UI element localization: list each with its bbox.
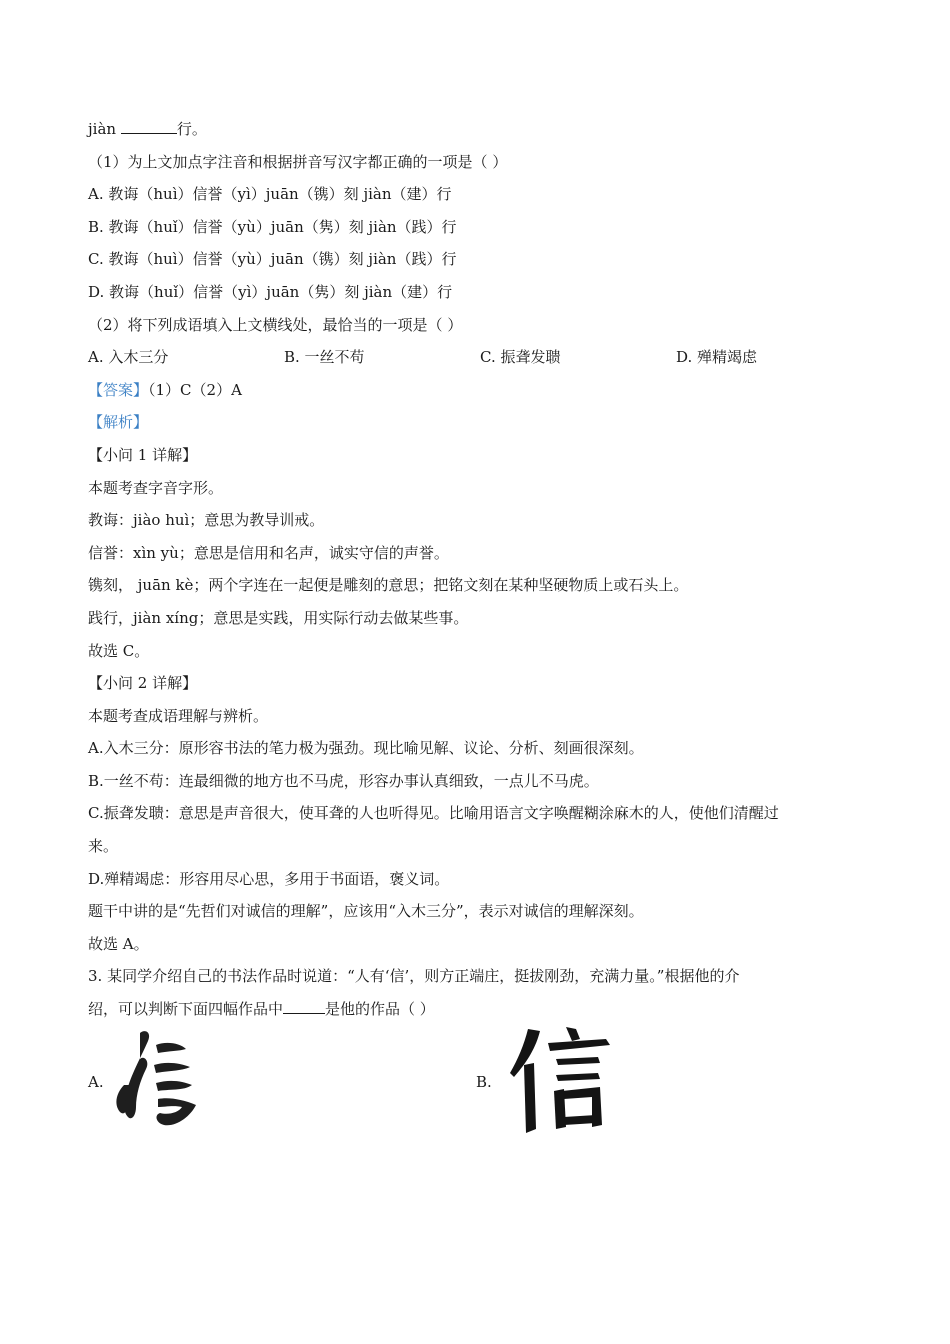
- q1-option-a: A. 教诲（huì）信誉（yì）juān（镌）刻 jiàn（建）行: [88, 185, 452, 204]
- sub2-paragraph: 题干中讲的是“先哲们对诚信的理解”，应该用“入木三分”，表示对诚信的理解深刻。: [88, 902, 644, 921]
- analysis-line: [88, 406, 863, 439]
- q1-option-d: D. 教诲（huǐ）信誉（yì）juān（隽）刻 jiàn（建）行: [88, 282, 453, 301]
- answer-line: [88, 374, 863, 407]
- q3-stem-text: 绍，可以判断下面四幅作品中: [88, 1000, 284, 1019]
- sub1-paragraph: 践行，jiàn xíng；意思是实践，用实际行动去做某些事。: [88, 608, 469, 627]
- q3-stem-line2: [88, 993, 863, 1026]
- sub1-paragraph: 信誉：xìn yù；意思是信用和名声，诚实守信的声誉。: [88, 543, 449, 562]
- sub1-heading: 【小问 1 详解】: [88, 445, 198, 464]
- q2-stem: （2）将下列成语填入上文横线处，最恰当的一项是（ ）: [88, 315, 463, 334]
- fill-blank: [121, 119, 177, 134]
- sub2-paragraph: A.入木三分：原形容书法的笔力极为强劲。现比喻见解、议论、分析、刻画很深刻。: [88, 739, 644, 758]
- answer-text: （1）C（2）A: [148, 380, 242, 399]
- calligraphy-option-a: [88, 1025, 288, 1145]
- calligraphy-option-b: [476, 1025, 676, 1145]
- sub2-heading: 【小问 2 详解】: [88, 674, 198, 693]
- q3-stem-line1: 3. 某同学介绍自己的书法作品时说道：“人有‘信’，则方正端庄，挺拔刚劲，充满力量。”根据他的介: [88, 967, 740, 986]
- analysis-tag: 【解析】: [88, 413, 149, 432]
- option-b-label: B.: [476, 1073, 492, 1091]
- sub1-conclusion: 故选 C。: [88, 641, 150, 660]
- pinyin-text: jiàn: [88, 120, 117, 138]
- answer-tag: 【答案】: [88, 380, 149, 399]
- q2-option-c: C. 振聋发聩: [480, 348, 561, 367]
- cursive-xin-image: [110, 1025, 202, 1135]
- sub2-paragraph: 本题考查成语理解与辨析。: [88, 706, 269, 725]
- regular-xin-image: [506, 1025, 616, 1137]
- q3-stem-text: 是他的作品（ ）: [325, 1000, 435, 1019]
- sub1-paragraph: 教诲：jiào huì；意思为教导训戒。: [88, 511, 325, 530]
- q1-option-b: B. 教诲（huǐ）信誉（yù）juān（隽）刻 jiàn（践）行: [88, 217, 457, 236]
- line-suffix: 行。: [176, 120, 207, 138]
- document-body: [88, 113, 863, 1026]
- sub2-paragraph: 来。: [88, 837, 119, 856]
- sub2-conclusion: 故选 A。: [88, 934, 149, 953]
- fill-blank: [283, 999, 325, 1014]
- q1-stem: （1）为上文加点字注音和根据拼音写汉字都正确的一项是（ ）: [88, 152, 508, 171]
- q2-option-d: D. 殚精竭虑: [676, 348, 758, 367]
- calligraphy-options: [88, 1025, 863, 1145]
- q2-options: [88, 341, 863, 374]
- sub1-paragraph: 本题考查字音字形。: [88, 478, 224, 497]
- q1-option-c: C. 教诲（huì）信誉（yù）juān（镌）刻 jiàn（践）行: [88, 250, 457, 269]
- line-continuation: [88, 113, 863, 146]
- q2-option-a: A. 入木三分: [88, 348, 169, 367]
- q2-option-b: B. 一丝不苟: [284, 348, 365, 367]
- sub2-paragraph: D.殚精竭虑：形容用尽心思，多用于书面语，褒义词。: [88, 869, 450, 888]
- option-a-label: A.: [88, 1073, 104, 1091]
- sub2-paragraph: B.一丝不苟：连最细微的地方也不马虎，形容办事认真细致，一点儿不马虎。: [88, 771, 599, 790]
- sub2-paragraph: C.振聋发聩：意思是声音很大，使耳聋的人也听得见。比喻用语言文字唤醒糊涂麻木的人，使他们清醒过: [88, 804, 779, 823]
- sub1-paragraph: 镌刻， juān kè；两个字连在一起便是雕刻的意思；把铭文刻在某种坚硬物质上或石头上。: [88, 576, 689, 595]
